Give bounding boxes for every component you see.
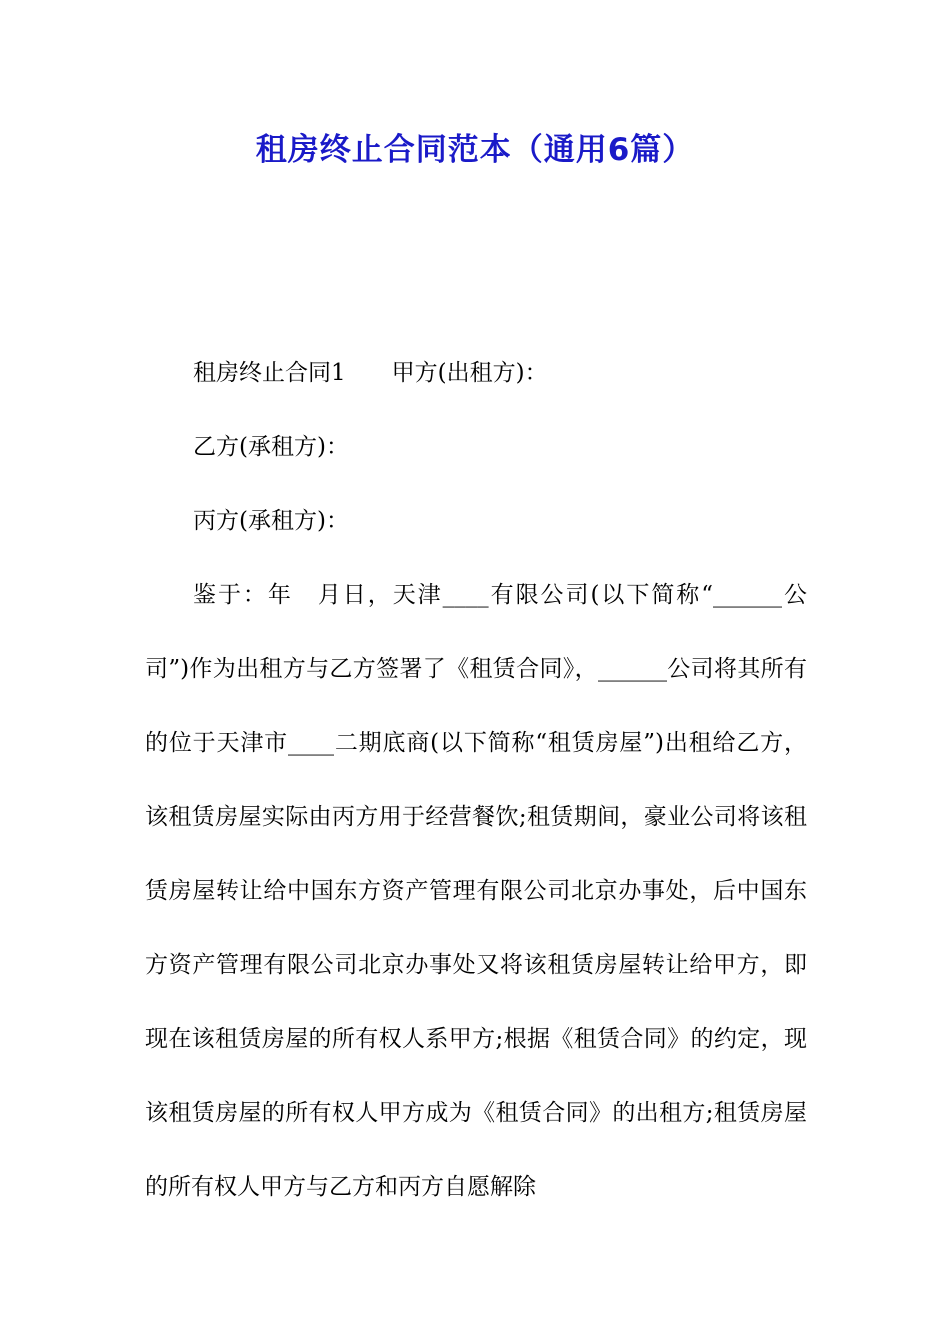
paragraph-lessee-b: 乙方(承租方)： bbox=[193, 434, 349, 460]
paragraph-lessor: 租房终止合同1 甲方(出租方)： bbox=[193, 360, 548, 386]
paragraph-lessee-c: 丙方(承租方)： bbox=[193, 508, 349, 534]
paragraph-recitals: 鉴于：年 月日，天津____有限公司(以下简称“______公司”)作为出租方与乙方签署了《租赁合同》，______公司将其所有的位于天津市____二期底商(以下简称“租赁房屋”)出租给乙方，该租赁房屋实际由丙方用于经营餐饮;租赁期间，豪业公司将该租赁房屋转让给中国东方资产管理有限公司北京办事处，后中国东方资产管理有限公司北京办事处又将该租赁房屋转让给甲方，即现在该租赁房屋的所有权人系甲方;根据《租赁合同》的约定，现该租赁房屋的所有权人甲方成为《租赁合同》的出租方;租赁房屋的所有权人甲方与乙方和丙方自愿解除 bbox=[145, 582, 807, 1200]
document-body bbox=[145, 336, 807, 1224]
document-title: 租房终止合同范本（通用6篇） bbox=[255, 132, 695, 168]
